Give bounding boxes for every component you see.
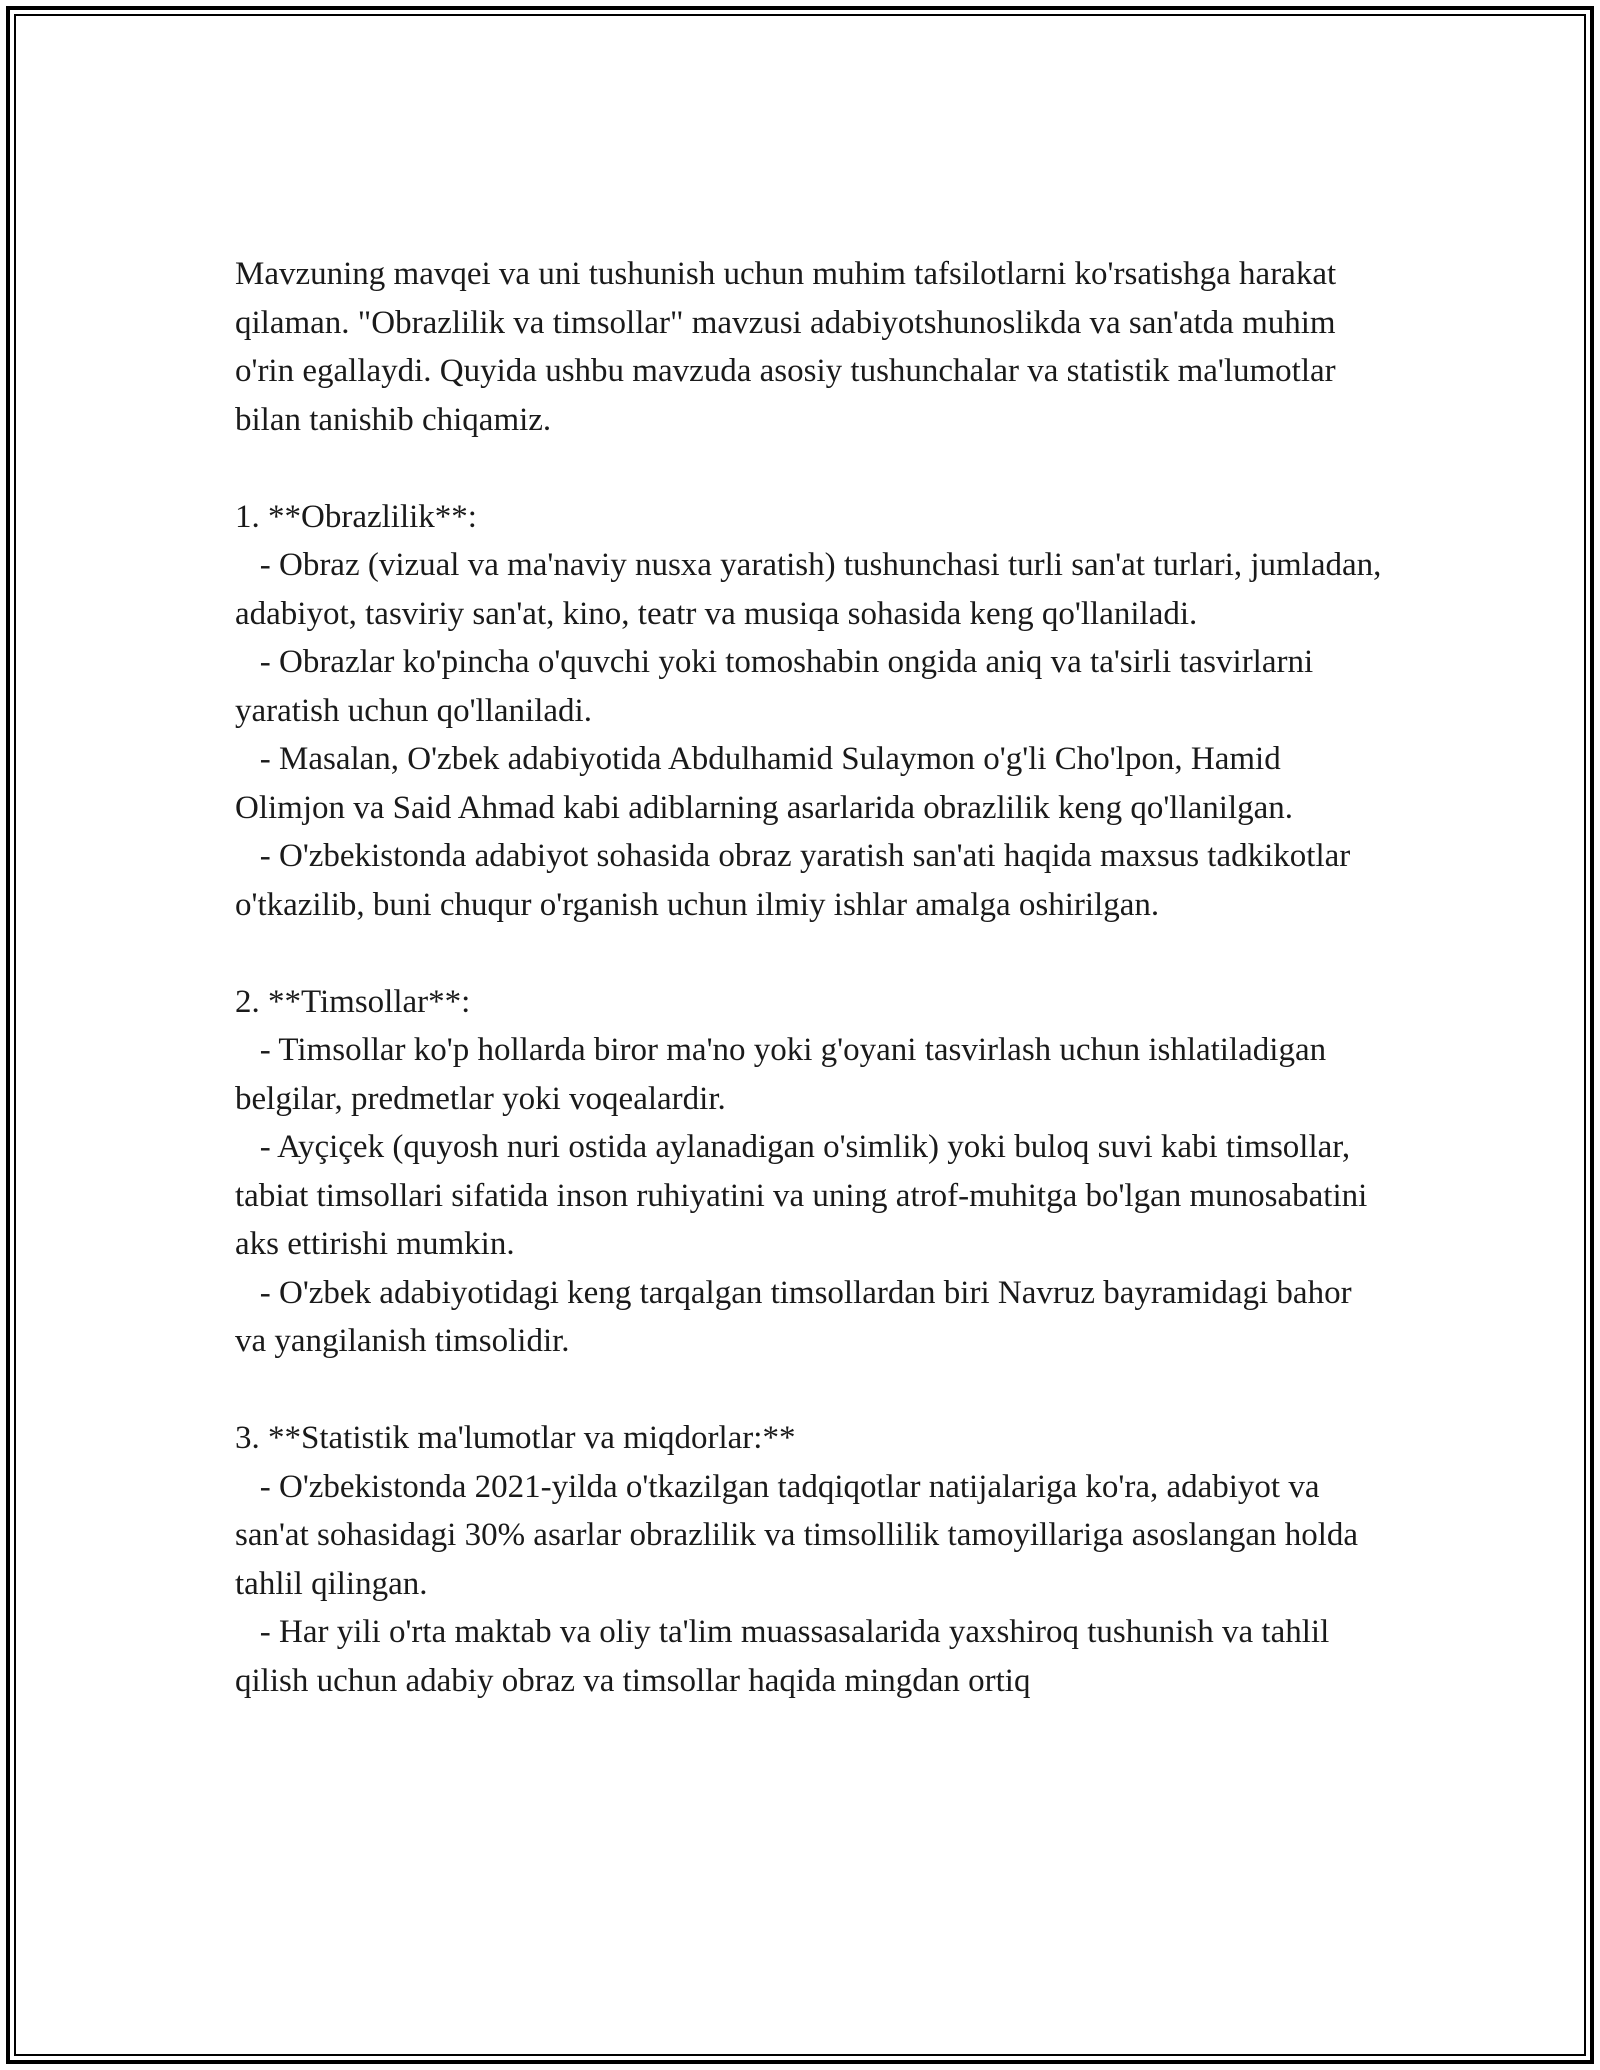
bullet-item <box>235 1608 1385 1705</box>
bullet-text: - Masalan, O'zbek adabiyotida Abdulhamid Sulaymon o'g'li Cho'lpon, Hamid Olimjon va Said Ahmad kabi adiblarning asarlarida obrazlilik keng qo'llanilgan. <box>235 741 1294 826</box>
section-heading: 2. **Timsollar**: <box>235 983 471 1020</box>
bullet-text: - O'zbekistonda 2021-yilda o'tkazilgan tadqiqotlar natijalariga ko'ra, adabiyot va san'at sohasidagi 30% asarlar obrazlilik va timsollilik tamoyillariga asoslangan holda tahlil qilingan. <box>235 1468 1367 1602</box>
bullet-text: - Obraz (vizual va ma'naviy nusxa yaratish) tushunchasi turli san'at turlari, jumladan, adabiyot, tasviriy san'at, kino, teatr va musiqa sohasida keng qo'llaniladi. <box>235 547 1390 632</box>
section-obrazlilik <box>235 493 1390 930</box>
bullet-text: - Ayçiçek (quyosh nuri ostida aylanadigan o'simlik) yoki buloq suvi kabi timsollar, tabiat timsollari sifatida inson ruhiyatini va uning atrof-muhitga bo'lgan munosabatini aks ettirishi mumkin. <box>235 1129 1376 1262</box>
bullet-item <box>235 735 1385 832</box>
document-body <box>235 250 1390 1705</box>
bullet-item <box>235 1269 1385 1366</box>
bullet-item <box>235 1463 1385 1609</box>
bullet-text: - Har yili o'rta maktab va oliy ta'lim muassasalarida yaxshiroq tushunish va tahlil qilish uchun adabiy obraz va timsollar haqida mingdan ortiq <box>235 1614 1338 1699</box>
section-statistik <box>235 1414 1385 1705</box>
spacer <box>235 1366 1385 1415</box>
bullet-text: - Timsollar ko'p hollarda biror ma'no yoki g'oyani tasvirlash uchun ishlatiladigan belgilar, predmetlar yoki voqealardir. <box>235 1032 1335 1117</box>
bullet-text: - O'zbek adabiyotidagi keng tarqalgan timsollardan biri Navruz bayramidagi bahor va yangilanish timsolidir. <box>235 1274 1360 1359</box>
bullet-item <box>235 832 1385 929</box>
section-heading: 3. **Statistik ma'lumotlar va miqdorlar:** <box>235 1420 796 1456</box>
bullet-item <box>235 638 1385 735</box>
section-heading: 1. **Obrazlilik**: <box>235 498 477 535</box>
bullet-item <box>235 541 1390 638</box>
section-timsollar <box>235 978 1385 1366</box>
bullet-item <box>235 1123 1385 1269</box>
spacer <box>235 929 1385 978</box>
bullet-text: - Obrazlar ko'pincha o'quvchi yoki tomoshabin ongida aniq va ta'sirli tasvirlarni yaratish uchun qo'llaniladi. <box>235 644 1322 729</box>
intro-paragraph: Mavzuning mavqei va uni tushunish uchun muhim tafsilotlarni ko'rsatishga harakat qilaman. "Obrazlilik va timsollar" mavzusi adabiyotshunoslikda va san'atda muhim o'rin egallaydi. Quyida ushbu mavzuda asosiy tushunchalar va statistik ma'lumotlar bilan tanishib chiqamiz. <box>235 256 1337 438</box>
bullet-text: - O'zbekistonda adabiyot sohasida obraz yaratish san'ati haqida maxsus tadkikotlar o'tkazilib, buni chuqur o'rganish uchun ilmiy ishlar amalga oshirilgan. <box>235 838 1359 923</box>
bullet-item <box>235 1026 1385 1123</box>
spacer <box>235 444 1385 493</box>
